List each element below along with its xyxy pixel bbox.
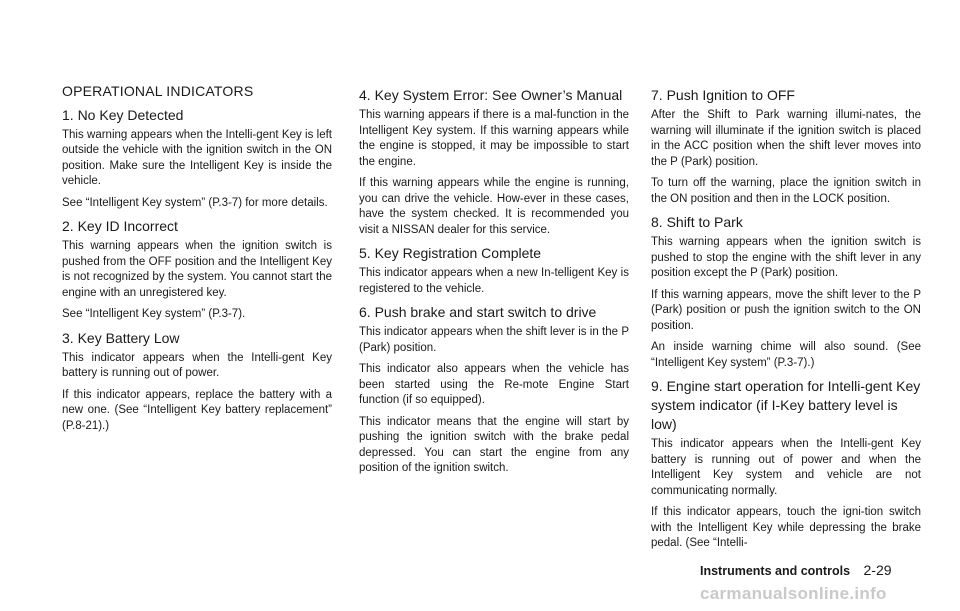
paragraph: If this warning appears, move the shift lever to the P (Park) position or push the ignition switch to the ON position. [651,288,921,332]
paragraph: This indicator also appears when the vehicle has been started using the Re-mote Engine Start function (if so equipped). [359,363,629,406]
paragraph: If this indicator appears, touch the igni-tion switch with the Intelligent Key while depressing the brake pedal. (See “Intelli- [651,506,921,549]
page-number: 2-29 [863,562,892,578]
heading-engine-start-operation: 9. Engine start operation for Intelli-gent Key system indicator (if I-Key battery level is low) [651,378,921,432]
chapter-title: Instruments and controls [700,564,851,578]
heading-key-battery-low: 3. Key Battery Low [62,329,180,346]
heading-key-registration-complete: 5. Key Registration Complete [359,245,542,261]
heading-push-ignition-off: 7. Push Ignition to OFF [651,87,795,103]
column-1 [62,80,332,440]
paragraph: See “Intelligent Key system” (P.3-7) for more details. [62,196,328,209]
paragraph: This indicator appears when the shift lever is in the P (Park) position. [359,326,629,354]
column-2 [359,80,629,483]
heading-key-id-incorrect: 2. Key ID Incorrect [62,218,178,234]
heading-key-system-error: 4. Key System Error: See Owner’s Manual [359,87,623,103]
heading-shift-to-park: 8. Shift to Park [651,214,743,230]
paragraph: This warning appears when the ignition switch is pushed to stop the engine with the shift lever in any position except the P (Park) position. [651,236,921,279]
paragraph: This indicator means that the engine will start by pushing the ignition switch with the brake pedal depressed. You can start the engine from any position of the ignition switch. [359,415,629,474]
paragraph: This warning appears when the ignition switch is pushed from the OFF position and the Intelligent Key is not recognized by the system. You cannot start the engine with an unregistered key. [62,240,332,299]
paragraph: After the Shift to Park warning illumi-nates, the warning will illuminate if the ignition switch is placed in the ACC position when the shift lever moves into the P (Park) position. [651,109,921,168]
column-3 [651,80,921,558]
paragraph: This warning appears if there is a mal-function in the Intelligent Key system. If this warning appears while the engine is stopped, it may be impossible to start the engine. [359,109,629,168]
heading-no-key-detected: 1. No Key Detected [62,106,184,123]
watermark: carmanualsonline.info [700,584,887,603]
paragraph: This indicator appears when the Intelli-gent Key battery is running out of power and when the Intelligent Key system and vehicle are not communicating normally. [651,438,921,497]
paragraph: See “Intelligent Key system” (P.3-7). [62,308,246,320]
paragraph: This indicator appears when the Intelli-gent Key battery is running out of power. [62,351,332,379]
paragraph: This warning appears when the Intelli-gent Key is left outside the vehicle with the ignition switch in the ON position. Make sure the Intelligent Key is inside the vehicle. [62,128,332,187]
paragraph: If this warning appears while the engine is running, you can drive the vehicle. How-ever in these cases, have the system checked. It is recommended you visit a NISSAN dealer for this service. [359,177,629,236]
page-footer [700,562,925,578]
heading-push-brake-start: 6. Push brake and start switch to drive [359,304,597,320]
section-title: OPERATIONAL INDICATORS [62,83,254,99]
paragraph: To turn off the warning, place the ignition switch in the ON position and then in the LOCK position. [651,177,921,205]
paragraph: This indicator appears when a new In-telligent Key is registered to the vehicle. [359,267,629,295]
paragraph: If this indicator appears, replace the battery with a new one. (See “Intelligent Key battery replacement” (P.8-21).) [62,388,332,432]
paragraph: An inside warning chime will also sound. (See “Intelligent Key system” (P.3-7).) [651,341,921,369]
